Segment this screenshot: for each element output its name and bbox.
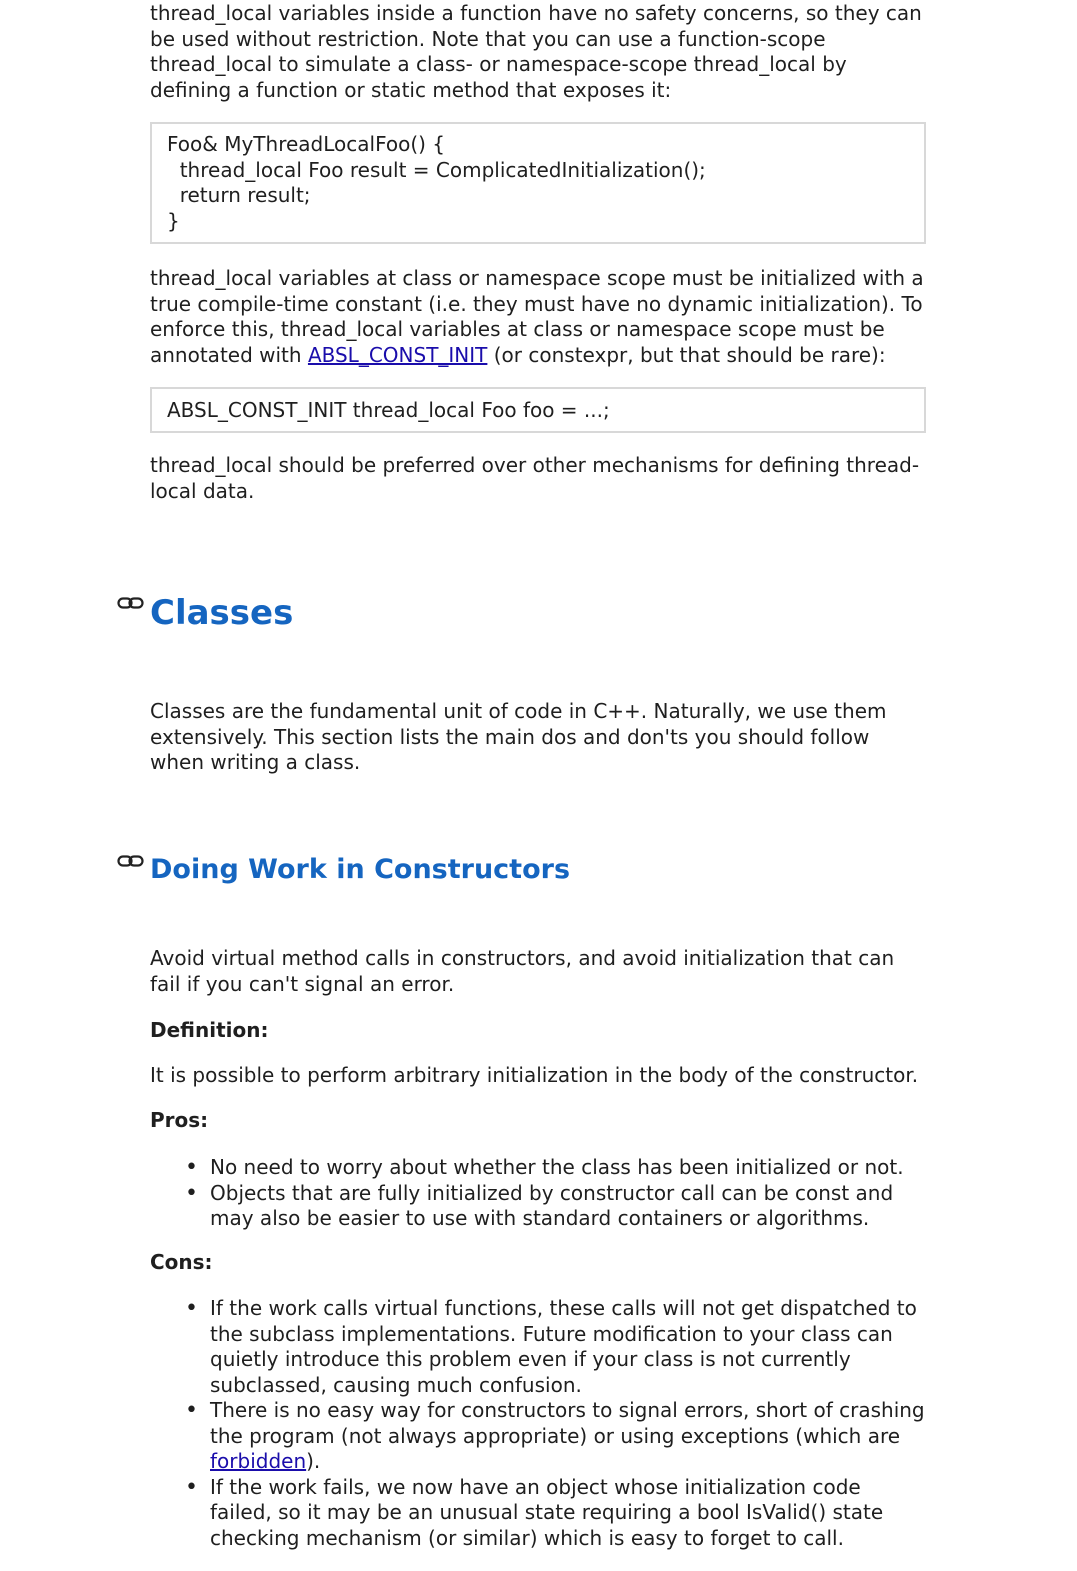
- list-item: • If the work calls virtual functions, these calls will not get dispatched to the subclass implementations. Future modification to your class can quietly introduce this problem even if your class is not currently subclassed, causing much confusion.: [150, 1296, 926, 1398]
- section-heading-constructors: [150, 854, 570, 885]
- section-heading-classes: [150, 593, 293, 633]
- paragraph: Classes are the fundamental unit of code in C++. Naturally, we use them extensively. This section lists the main dos and don'ts you should follow when writing a class.: [150, 699, 887, 774]
- summary-paragraph: Avoid virtual method calls in constructors, and avoid initialization that can fail if you can't signal an error.: [150, 946, 895, 996]
- cons-label: Cons:: [150, 1250, 213, 1274]
- absl-const-init-link[interactable]: ABSL_CONST_INIT: [307, 342, 488, 367]
- pros-label: Pros:: [150, 1108, 209, 1132]
- definition-text: It is possible to perform arbitrary initialization in the body of the constructor.: [150, 1063, 919, 1087]
- list-item-text: There is no easy way for constructors to signal errors, short of crashing the program (not always appropriate) or using exceptions (which are: [210, 1398, 925, 1448]
- list-item: • No need to worry about whether the class has been initialized or not.: [150, 1155, 926, 1181]
- list-item: • If the work fails, we now have an object whose initialization code failed, so it may be an unusual state requiring a bool IsValid() state checking mechanism (or similar) which is easy to forget to call.: [150, 1475, 926, 1552]
- code-block: Foo& MyThreadLocalFoo() { thread_local Foo result = ComplicatedInitialization(); return result; }: [150, 122, 926, 244]
- heading-text: Doing Work in Constructors: [150, 854, 571, 885]
- code-block: ABSL_CONST_INIT thread_local Foo foo = ...;: [150, 387, 926, 433]
- intro-paragraph: thread_local variables inside a function have no safety concerns, so they can be used without restriction. Note that you can use a function-scope thread_local to simulate a class- or namespace-scope thread_local by defining a function or static method that exposes it:: [150, 1, 922, 102]
- link-icon[interactable]: [117, 596, 145, 612]
- paragraph: thread_local should be preferred over other mechanisms for defining thread-local data.: [150, 453, 920, 503]
- link-icon[interactable]: [117, 854, 145, 870]
- paragraph-text: (or constexpr, but that should be rare):: [487, 342, 886, 367]
- list-item: • Objects that are fully initialized by constructor call can be const and may also be easier to use with standard containers or algorithms.: [150, 1181, 926, 1232]
- heading-text: Classes: [150, 593, 294, 633]
- list-item-text: ).: [306, 1449, 321, 1473]
- paragraph: [150, 266, 926, 368]
- definition-label: Definition:: [150, 1018, 269, 1042]
- list-item: [150, 1398, 926, 1475]
- cons-list: [150, 1296, 926, 1551]
- pros-list: [150, 1155, 926, 1232]
- forbidden-link[interactable]: forbidden: [210, 1449, 307, 1473]
- paragraph-text: thread_local variables at class or namespace scope must be initialized with a true compile-time constant (i.e. they must have no dynamic initialization). To enforce this, thread_local variables at class or namespace scope must be annotated with: [150, 266, 924, 367]
